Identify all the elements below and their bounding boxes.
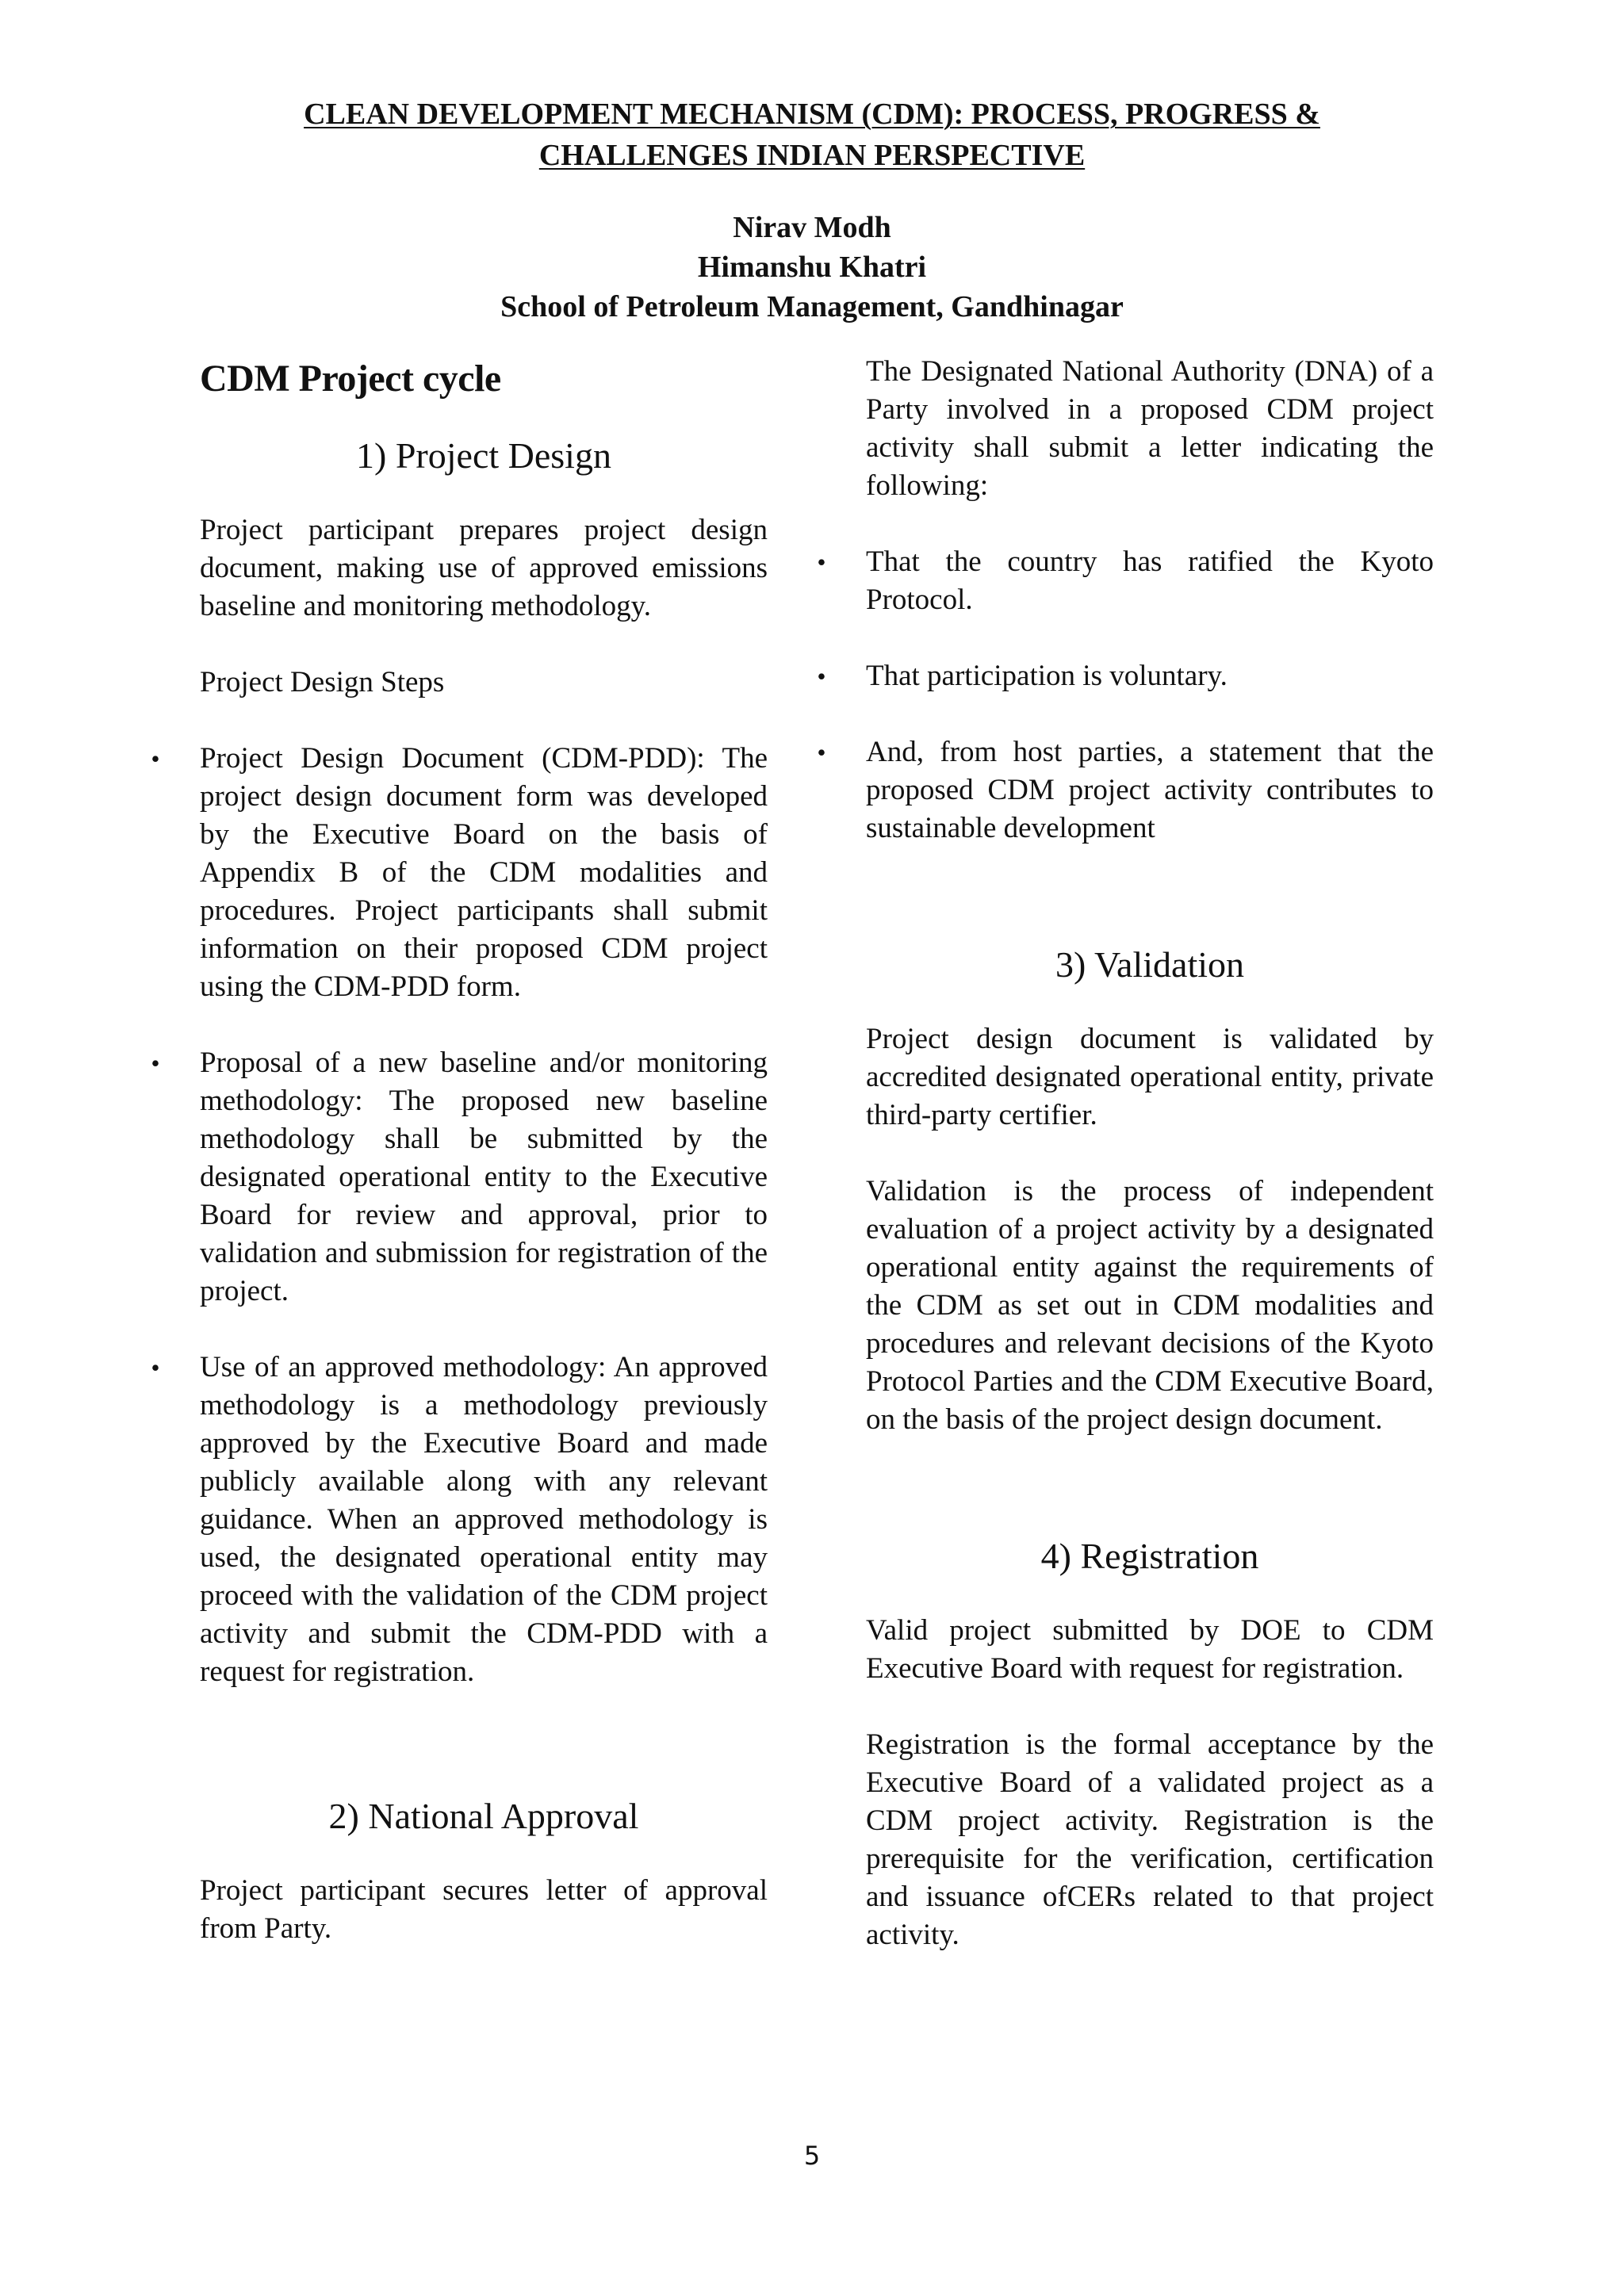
list-item [817, 733, 1434, 848]
list-item-text: That the country has ratified the Kyoto Protocol. [866, 545, 1434, 616]
bullet-icon: • [151, 1049, 160, 1077]
list-item [817, 543, 1434, 619]
subsection-heading-project-design: 1) Project Design [356, 435, 611, 476]
paper-title-line-1: CLEAN DEVELOPMENT MECHANISM (CDM): PROCESS, PROGRESS & [304, 98, 1320, 131]
bullet-icon: • [817, 662, 826, 691]
bullet-icon: • [151, 744, 160, 773]
subsection-heading-national-approval: 2) National Approval [328, 1796, 639, 1836]
section-title: CDM Project cycle [200, 358, 501, 400]
author-name: Nirav Modh [733, 211, 891, 244]
steps-label: Project Design Steps [200, 666, 445, 698]
paragraph: Project participant prepares project design document, making use of approved emissions baseline and monitoring methodology. [200, 514, 768, 622]
list-item [151, 1349, 768, 1691]
bullet-list [817, 543, 1434, 848]
bullet-icon: • [817, 548, 826, 576]
paragraph: The Designated National Authority (DNA) of a Party involved in a proposed CDM project activity shall submit a letter indicating the following: [866, 355, 1434, 502]
author-name: Himanshu Khatri [697, 251, 927, 284]
author-block [0, 208, 1624, 327]
list-item-text: That participation is voluntary. [866, 660, 1228, 692]
left-column [151, 341, 768, 1986]
list-item [151, 740, 768, 1006]
subsection-heading-registration: 4) Registration [1040, 1536, 1259, 1576]
paper-title-line-2: CHALLENGES INDIAN PERSPECTIVE [538, 139, 1086, 172]
paper-title [0, 94, 1624, 176]
list-item-text: Use of an approved methodology: An approved methodology is a methodology previously approved by the Executive Board and made publicly available along with any relevant guidance. When an approved methodology is used, the designated operational entity may proceed with the validation of the CDM project activity and submit the CDM-PDD with a request for registration. [200, 1351, 768, 1688]
list-item [151, 1044, 768, 1311]
bullet-icon: • [817, 738, 826, 767]
paragraph: Validation is the process of independent evaluation of a project activity by a designated operational entity against the requirements of the CDM as set out in CDM modalities and procedures and relevant decisions of the Kyoto Protocol Parties and the CDM Executive Board, on the basis of the project design document. [866, 1175, 1434, 1436]
list-item-text: And, from host parties, a statement that the proposed CDM project activity contributes to sustainable development [866, 736, 1434, 844]
affiliation: School of Petroleum Management, Gandhinagar [500, 290, 1124, 323]
subsection-heading-validation: 3) Validation [1055, 944, 1245, 985]
list-item-text: Proposal of a new baseline and/or monitoring methodology: The proposed new baseline methodology shall be submitted by the designated operational entity to the Executive Board for review and approval, prior to validation and submission for registration of the project. [200, 1047, 768, 1307]
page-number: 5 [803, 2141, 821, 2171]
bullet-list [151, 740, 768, 1691]
list-item [817, 657, 1434, 695]
list-item-text: Project Design Document (CDM-PDD): The project design document form was developed by the Executive Board on the basis of Appendix B of the CDM modalities and procedures. Project participants shall submit information on their proposed CDM project using the CDM-PDD form. [200, 742, 768, 1003]
right-column [817, 353, 1434, 1992]
paragraph: Project design document is validated by accredited designated operational entity, private third-party certifier. [866, 1023, 1434, 1131]
bullet-icon: • [151, 1353, 160, 1382]
paragraph: Registration is the formal acceptance by the Executive Board of a validated project as a CDM project activity. Registration is the prerequisite for the verification, certification and issuance ofCERs related to that project activity. [866, 1728, 1434, 1951]
paragraph: Valid project submitted by DOE to CDM Executive Board with request for registration. [866, 1614, 1434, 1685]
paragraph: Project participant secures letter of approval from Party. [200, 1874, 768, 1945]
